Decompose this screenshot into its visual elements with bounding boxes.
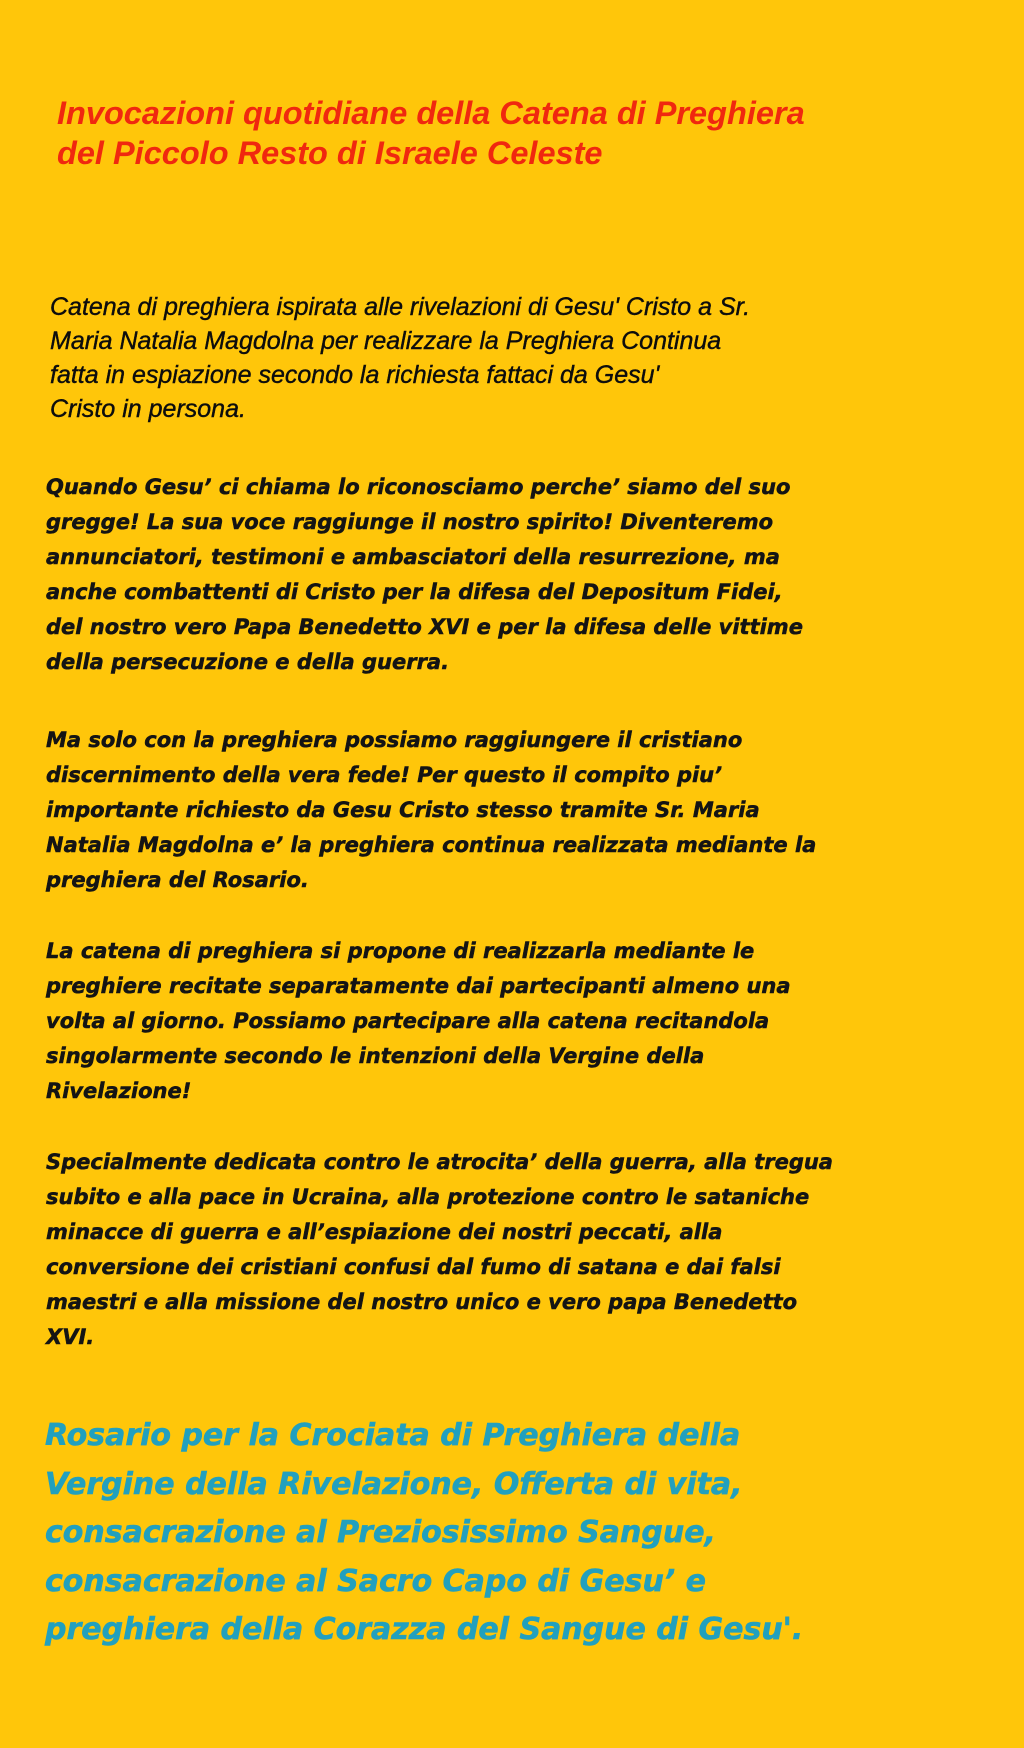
paragraph-line: singolarmente secondo le intenzioni della Vergine della xyxy=(46,1044,705,1068)
paragraph-line: La catena di preghiera si propone di realizzarla mediante le xyxy=(46,939,755,963)
paragraph-line: del nostro vero Papa Benedetto XVI e per la difesa delle vittime xyxy=(46,615,803,639)
rosary-heading-line: preghiera della Corazza del Sangue di Gesu'. xyxy=(45,1612,804,1647)
rosary-heading-line: Rosario per la Crociata di Preghiera della xyxy=(45,1418,741,1453)
intro-line: Cristo in persona. xyxy=(50,395,246,423)
paragraph-line: preghiera del Rosario. xyxy=(46,868,309,892)
paragraph-line: annunciatori, testimoni e ambasciatori della resurrezione, ma xyxy=(46,545,780,569)
paragraph-line: XVI. xyxy=(46,1325,95,1349)
paragraph-line: Natalia Magdolna e’ la preghiera continua realizzata mediante la xyxy=(46,833,817,857)
paragraph-line: minacce di guerra e all’espiazione dei nostri peccati, alla xyxy=(46,1220,723,1244)
intro-line: Catena di preghiera ispirata alle rivelazioni di Gesu' Cristo a Sr. xyxy=(50,293,751,321)
rosary-heading xyxy=(45,1412,995,1655)
rosary-heading-line: consacrazione al Preziosissimo Sangue, xyxy=(45,1515,716,1550)
paragraph-line: Specialmente dedicata contro le atrocita’ della guerra, alla tregua xyxy=(46,1150,833,1174)
paragraph-line: maestri e alla missione del nostro unico e vero papa Benedetto xyxy=(46,1290,798,1314)
paragraph-line: anche combattenti di Cristo per la difesa del Depositum Fidei, xyxy=(46,580,783,604)
paragraph-line: conversione dei cristiani confusi dal fumo di satana e dai falsi xyxy=(46,1255,781,1279)
body-paragraph-1 xyxy=(46,470,986,680)
page-title xyxy=(57,93,977,173)
body-paragraph-3 xyxy=(46,934,986,1109)
paragraph-line: gregge! La sua voce raggiunge il nostro spirito! Diventeremo xyxy=(46,510,774,534)
title-line: del Piccolo Resto di Israele Celeste xyxy=(57,135,603,171)
paragraph-line: preghiere recitate separatamente dai partecipanti almeno una xyxy=(46,974,791,998)
paragraph-line: Quando Gesu’ ci chiama lo riconosciamo perche’ siamo del suo xyxy=(46,475,791,499)
body-paragraph-4 xyxy=(46,1145,986,1355)
paragraph-line: Ma solo con la preghiera possiamo raggiungere il cristiano xyxy=(46,728,743,752)
paragraph-line: discernimento della vera fede! Per questo il compito piu’ xyxy=(46,763,723,787)
paragraph-line: importante richiesto da Gesu Cristo stesso tramite Sr. Maria xyxy=(46,798,760,822)
rosary-heading-line: consacrazione al Sacro Capo di Gesu’ e xyxy=(45,1563,706,1599)
intro-paragraph xyxy=(50,290,950,426)
intro-line: fatta in espiazione secondo la richiesta fattaci da Gesu' xyxy=(50,361,660,389)
paragraph-line: subito e alla pace in Ucraina, alla protezione contro le sataniche xyxy=(46,1185,810,1209)
title-line: Invocazioni quotidiane della Catena di Preghiera xyxy=(57,95,805,131)
paragraph-line: volta al giorno. Possiamo partecipare alla catena recitandola xyxy=(46,1009,770,1033)
intro-line: Maria Natalia Magdolna per realizzare la Preghiera Continua xyxy=(50,327,722,355)
paragraph-line: della persecuzione e della guerra. xyxy=(46,650,450,674)
rosary-heading-line: Vergine della Rivelazione, Offerta di vita, xyxy=(45,1466,743,1502)
paragraph-line: Rivelazione! xyxy=(46,1079,192,1103)
body-paragraph-2 xyxy=(46,723,986,898)
